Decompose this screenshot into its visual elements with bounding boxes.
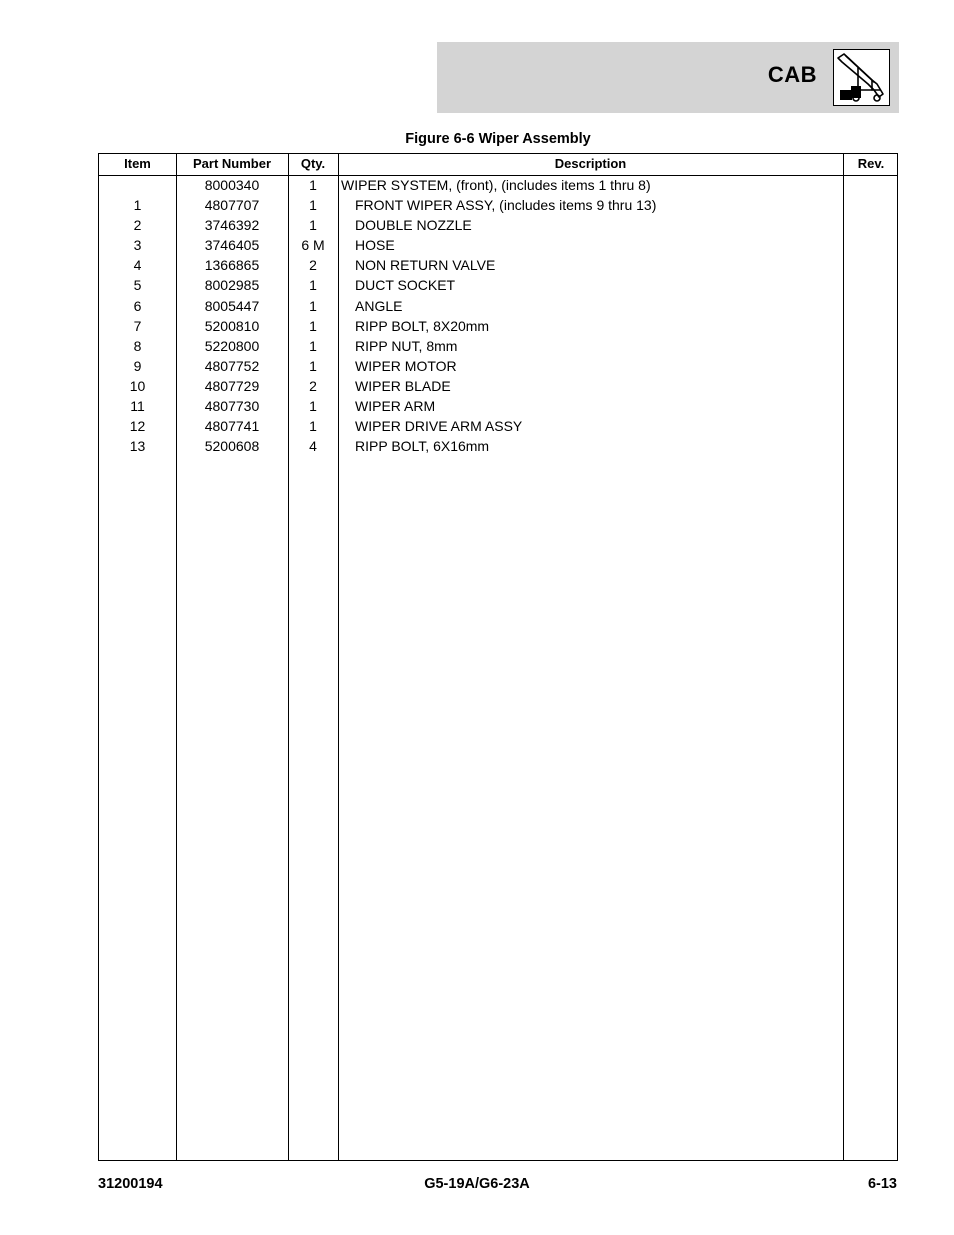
description: DUCT SOCKET bbox=[355, 277, 456, 294]
item-number: 7 bbox=[133, 317, 142, 334]
part-number: 4807741 bbox=[204, 418, 260, 435]
part-number: 8005447 bbox=[204, 297, 260, 314]
table-row bbox=[99, 256, 897, 276]
model-name: G5-19A/G6-23A bbox=[424, 1176, 530, 1192]
part-number: 5200810 bbox=[204, 317, 260, 334]
quantity: 1 bbox=[309, 317, 317, 334]
table-row bbox=[99, 337, 897, 357]
item-number: 3 bbox=[133, 237, 142, 254]
part-number: 3746392 bbox=[204, 217, 260, 234]
column-header-part-number: Part Number bbox=[192, 156, 272, 171]
quantity: 1 bbox=[309, 337, 317, 354]
item-number: 8 bbox=[133, 337, 142, 354]
item-number: 1 bbox=[133, 197, 142, 214]
description: WIPER SYSTEM, (front), (includes items 1 thru 8) bbox=[341, 177, 651, 193]
quantity: 1 bbox=[309, 197, 317, 214]
table-row bbox=[99, 417, 897, 437]
column-header-description: Description bbox=[554, 156, 627, 171]
item-number: 4 bbox=[133, 257, 142, 274]
figure-title: Figure 6-6 Wiper Assembly bbox=[405, 131, 591, 147]
quantity: 4 bbox=[309, 438, 317, 455]
part-number: 4807707 bbox=[204, 197, 260, 214]
table-row bbox=[99, 397, 897, 417]
table-row bbox=[99, 276, 897, 296]
part-number: 1366865 bbox=[204, 257, 260, 274]
table-row bbox=[99, 196, 897, 216]
machine-icon bbox=[833, 49, 890, 106]
quantity: 1 bbox=[309, 277, 317, 294]
table-row bbox=[99, 297, 897, 317]
part-number: 5220800 bbox=[204, 337, 260, 354]
document-number: 31200194 bbox=[98, 1176, 163, 1192]
page-number: 6-13 bbox=[867, 1176, 897, 1192]
table-row bbox=[99, 317, 897, 337]
table-row bbox=[99, 176, 897, 196]
description: WIPER DRIVE ARM ASSY bbox=[355, 418, 523, 435]
parts-table bbox=[98, 153, 898, 1161]
table-row bbox=[99, 437, 897, 457]
description: FRONT WIPER ASSY, (includes items 9 thru 13) bbox=[355, 197, 657, 214]
quantity: 2 bbox=[309, 377, 317, 394]
table-row bbox=[99, 357, 897, 377]
table-row bbox=[99, 216, 897, 236]
item-number: 13 bbox=[129, 438, 146, 455]
description: WIPER BLADE bbox=[355, 377, 451, 394]
quantity: 6 M bbox=[301, 237, 325, 254]
column-header-item: Item bbox=[124, 156, 151, 171]
quantity: 1 bbox=[309, 217, 317, 234]
quantity: 1 bbox=[309, 357, 317, 374]
item-number: 12 bbox=[129, 418, 146, 435]
part-number: 4807729 bbox=[204, 377, 260, 394]
column-header-rev: Rev. bbox=[857, 156, 885, 171]
description: WIPER MOTOR bbox=[355, 357, 457, 374]
part-number: 8000340 bbox=[204, 177, 260, 193]
description: RIPP BOLT, 8X20mm bbox=[355, 317, 490, 334]
column-header-qty: Qty. bbox=[300, 156, 326, 171]
item-number: 9 bbox=[133, 357, 142, 374]
part-number: 5200608 bbox=[204, 438, 260, 455]
description: DOUBLE NOZZLE bbox=[355, 217, 472, 234]
quantity: 1 bbox=[309, 418, 317, 435]
part-number: 4807730 bbox=[204, 398, 260, 415]
description: ANGLE bbox=[355, 297, 403, 314]
item-number: 5 bbox=[133, 277, 142, 294]
item-number: 6 bbox=[133, 297, 142, 314]
item-number: 11 bbox=[130, 398, 145, 415]
quantity: 1 bbox=[309, 297, 317, 314]
description: NON RETURN VALVE bbox=[355, 257, 496, 274]
item-number: 2 bbox=[133, 217, 142, 234]
table-row bbox=[99, 377, 897, 397]
part-number: 4807752 bbox=[204, 357, 260, 374]
section-header bbox=[437, 42, 899, 113]
description: RIPP NUT, 8mm bbox=[355, 337, 458, 354]
description: WIPER ARM bbox=[355, 398, 436, 415]
parts-list bbox=[99, 176, 897, 457]
quantity: 1 bbox=[309, 177, 317, 193]
description: HOSE bbox=[355, 237, 395, 254]
table-row bbox=[99, 236, 897, 256]
section-title: CAB bbox=[767, 62, 817, 87]
quantity: 1 bbox=[309, 398, 317, 415]
part-number: 8002985 bbox=[204, 277, 260, 294]
quantity: 2 bbox=[309, 257, 317, 274]
description: RIPP BOLT, 6X16mm bbox=[355, 438, 490, 455]
item-number: 10 bbox=[129, 377, 146, 394]
part-number: 3746405 bbox=[204, 237, 260, 254]
